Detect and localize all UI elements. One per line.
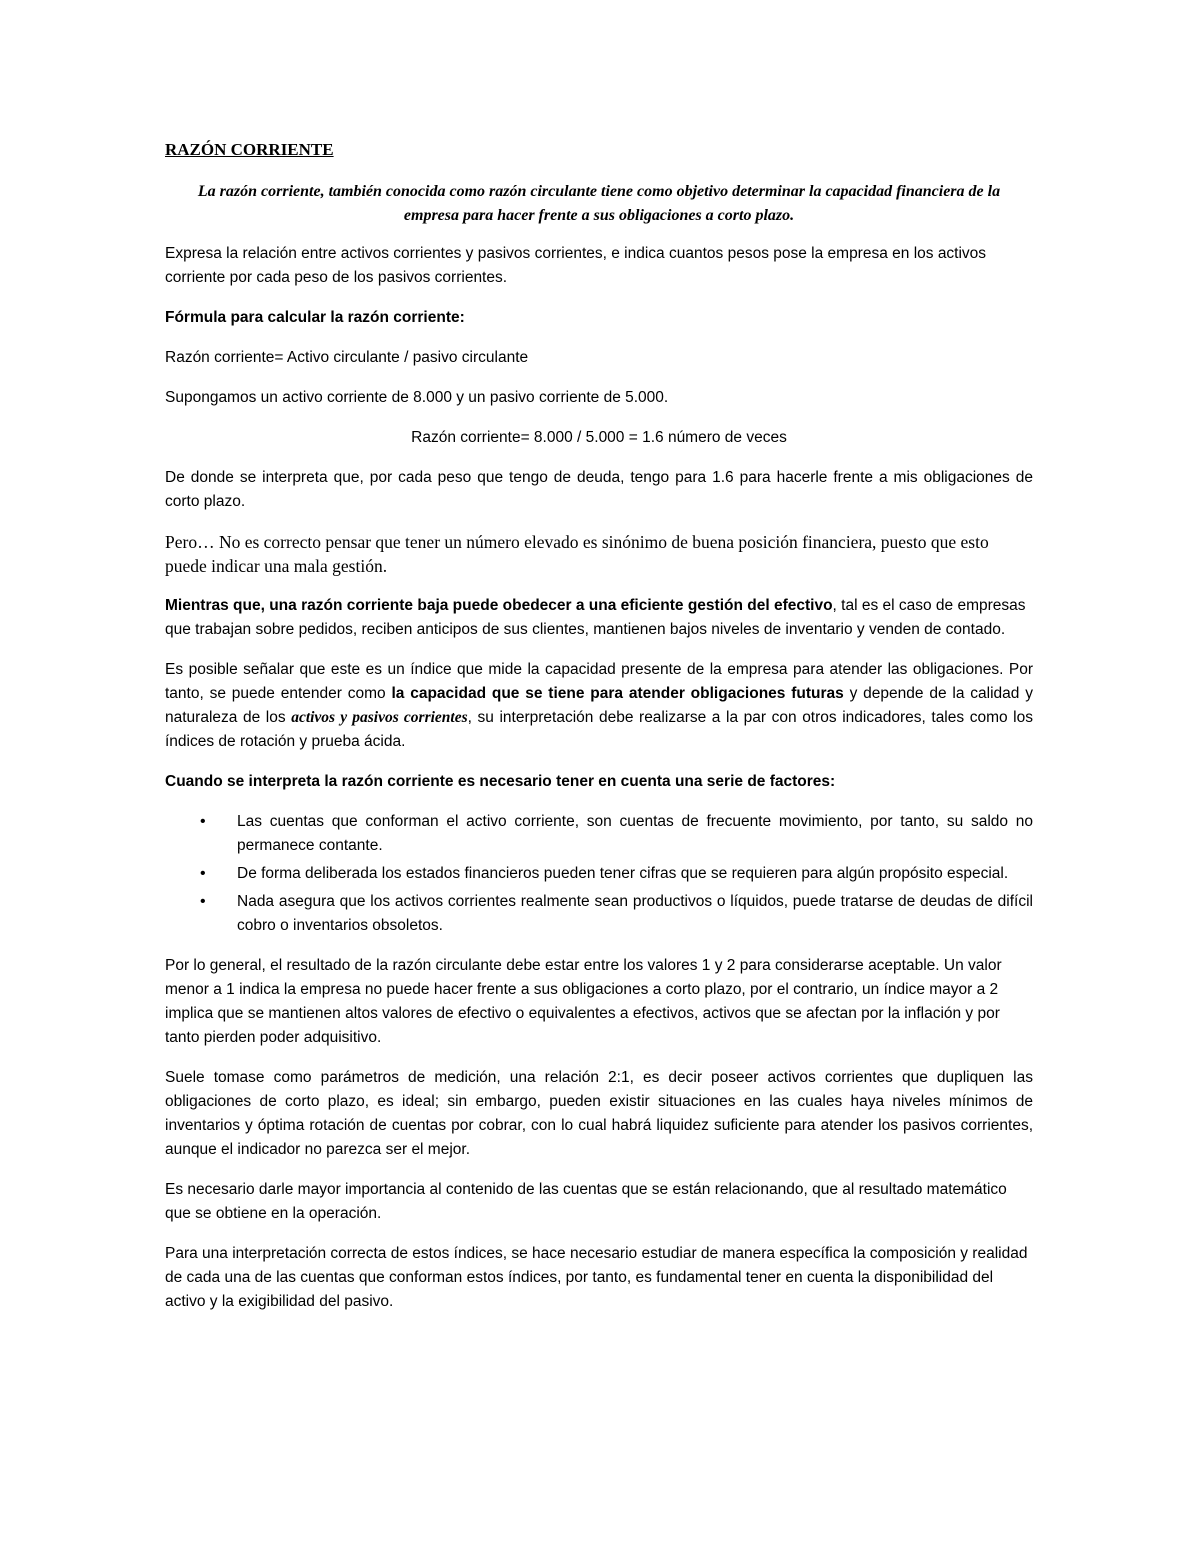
paragraph-posible — [165, 658, 1033, 754]
list-item — [165, 810, 1033, 858]
mientras-rest-text: , tal es el caso de empresas que trabajan sobre pedidos, reciben anticipos de sus clientes, mantienen bajos niveles de inventario y venden de contado. — [165, 597, 1026, 638]
factores-heading: Cuando se interpreta la razón corriente es necesario tener en cuenta una serie de factores: — [165, 773, 836, 790]
mientras-bold-text: Mientras que, una razón corriente baja puede obedecer a una eficiente gestión del efectivo — [165, 597, 833, 614]
paragraph-final: Para una interpretación correcta de estos índices, se hace necesario estudiar de manera específica la composición y realidad de cada una de las cuentas que conforman estos índices, por tanto, es fundamental tener en cuenta la disponibilidad del activo y la exigibilidad del pasivo. — [165, 1245, 1028, 1310]
paragraph-interpretation: De donde se interpreta que, por cada peso que tengo de deuda, tengo para 1.6 para hacerle frente a mis obligaciones de corto plazo. — [165, 469, 1033, 510]
calculation-text: Razón corriente= 8.000 / 5.000 = 1.6 número de veces — [411, 429, 787, 446]
list-item-text: Las cuentas que conforman el activo corriente, son cuentas de frecuente movimiento, por tanto, su saldo no permanece contante. — [237, 813, 1033, 854]
bullet-icon: • — [200, 893, 206, 910]
paragraph-general: Por lo general, el resultado de la razón circulante debe estar entre los valores 1 y 2 para considerarse aceptable. Un valor menor a 1 indica la empresa no puede hacer frente a sus obligaciones a corto plazo, por el contrario, un índice mayor a 2 implica que se mantienen altos valores de efectivo o equivalentes a efectivos, activos que se afectan por la inflación y por tanto pierden poder adquisitivo. — [165, 957, 1002, 1046]
document-body — [165, 138, 1033, 1330]
bullet-icon: • — [200, 813, 206, 830]
list-item-text: Nada asegura que los activos corrientes realmente sean productivos o líquidos, puede tratarse de deudas de difícil cobro o inventarios obsoletos. — [237, 893, 1033, 934]
supposition-text: Supongamos un activo corriente de 8.000 y un pasivo corriente de 5.000. — [165, 389, 669, 406]
paragraph-mientras — [165, 594, 1033, 642]
bullet-icon: • — [200, 865, 206, 882]
posible-text-2: y depende de la calidad y naturaleza de los — [165, 685, 1033, 726]
list-item — [165, 890, 1033, 938]
document-title: RAZÓN CORRIENTE — [165, 140, 334, 159]
list-item — [165, 862, 1033, 886]
paragraph-suele: Suele tomase como parámetros de medición, una relación 2:1, es decir poseer activos corrientes que dupliquen las obligaciones de corto plazo, es ideal; sin embargo, pueden existir situaciones en las cuales haya niveles mínimos de inventarios y óptima rotación de cuentas por cobrar, con lo cual habrá liquidez suficiente para atender los pasivos corrientes, aunque el indicador no parezca ser el mejor. — [165, 1069, 1033, 1158]
paragraph-pero: Pero… No es correcto pensar que tener un número elevado es sinónimo de buena posición financiera, puesto que esto puede indicar una mala gestión. — [165, 532, 989, 576]
list-item-text: De forma deliberada los estados financieros pueden tener cifras que se requieren para algún propósito especial. — [237, 865, 1009, 882]
formula-text: Razón corriente= Activo circulante / pasivo circulante — [165, 349, 529, 366]
posible-bold-text: la capacidad que se tiene para atender obligaciones futuras — [391, 685, 844, 702]
document-subtitle: La razón corriente, también conocida como razón circulante tiene como objetivo determinar la capacidad financiera de la empresa para hacer frente a sus obligaciones a corto plazo. — [197, 183, 1001, 224]
paragraph-necesario: Es necesario darle mayor importancia al contenido de las cuentas que se están relacionando, que al resultado matemático que se obtiene en la operación. — [165, 1181, 1007, 1222]
posible-bolditalic-text: activos y pasivos corrientes — [291, 709, 468, 726]
paragraph-relation: Expresa la relación entre activos corrientes y pasivos corrientes, e indica cuantos pesos pose la empresa en los activos corriente por cada peso de los pasivos corrientes. — [165, 245, 987, 286]
factores-list — [165, 810, 1033, 938]
formula-heading: Fórmula para calcular la razón corriente: — [165, 309, 465, 326]
posible-text-3: , su interpretación debe realizarse a la par con otros indicadores, tales como los índices de rotación y prueba ácida. — [165, 709, 1033, 750]
posible-text-1: Es posible señalar que este es un índice que mide la capacidad presente de la empresa para atender las obligaciones. Por tanto, se puede entender como — [165, 661, 1033, 702]
